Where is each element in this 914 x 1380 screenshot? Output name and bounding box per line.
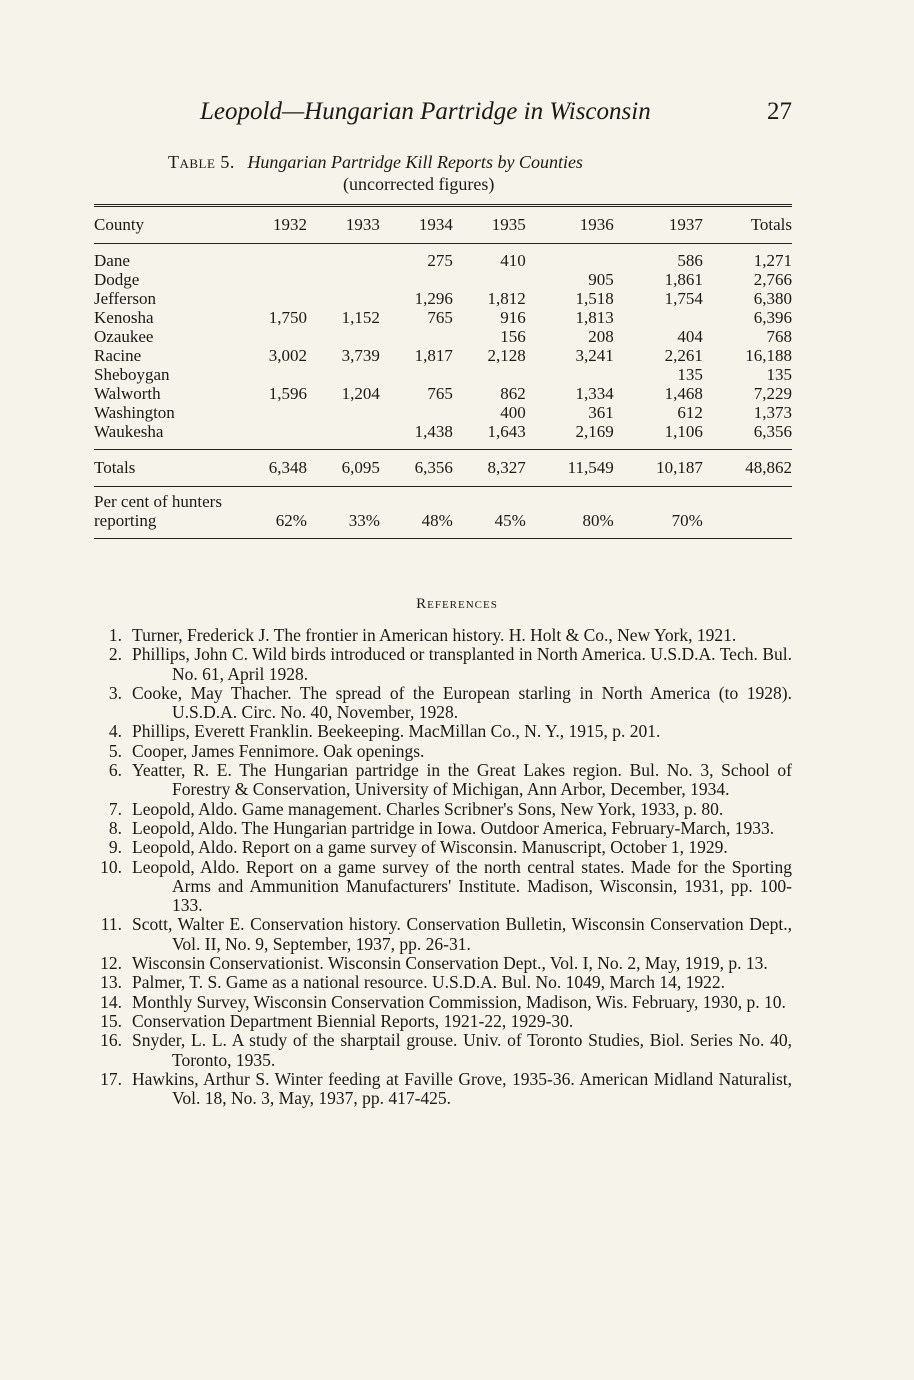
table-caption [168,152,728,194]
county-name: Jefferson [94,289,156,308]
page-header [200,98,792,128]
reference-text: Turner, Frederick J. The frontier in American history. H. Holt & Co., New York, 1921. [132,625,737,645]
table-row [94,365,792,384]
table-cell: 1,812 [487,289,526,308]
reference-item [94,800,792,819]
table-row [94,327,792,346]
table-cell: 3,002 [268,346,307,365]
reference-number: 6. [108,760,122,781]
table-cell: 8,327 [453,450,526,487]
table-header-row [94,206,792,244]
county-name: Dane [94,251,130,270]
table-cell: 16,188 [745,346,792,365]
table-cell [614,308,703,327]
table-cell: 70% [614,487,703,539]
table-cell [307,244,380,271]
reference-number: 13. [100,972,122,993]
table-cell: 6,095 [307,450,380,487]
table-cell: Totals [94,450,234,487]
table-cell: 6,348 [234,450,307,487]
reference-number: 14. [100,991,122,1012]
reference-item [94,954,792,973]
reference-item [94,915,792,954]
reference-item [94,993,792,1012]
table-cell: 1,754 [664,289,703,308]
table-cell: 1,817 [414,346,453,365]
reference-number: 9. [108,837,122,858]
table-cell: 7,229 [753,384,792,403]
table-cell: Per cent of hunters reporting [94,487,234,539]
table-cell [453,270,526,289]
table-cell: 1,518 [575,289,614,308]
county-name: Walworth [94,384,161,403]
table-cell [453,365,526,384]
references-list [94,626,792,1108]
table-cell: 156 [500,327,526,346]
reference-number: 12. [100,953,122,974]
table-cell [307,403,380,422]
table-cell: 916 [500,308,526,327]
reference-item [94,1070,792,1109]
table-cell [380,403,453,422]
column-header: 1936 [526,206,614,244]
table-row [94,422,792,450]
table-cell [380,365,453,384]
table-row [94,308,792,327]
reference-number: 5. [108,740,122,761]
table-cell: 62% [234,487,307,539]
table-cell: 410 [500,251,526,270]
table-cell: 1,106 [664,422,703,441]
table-cell [307,365,380,384]
table-cell: 1,271 [753,251,792,270]
table-cell: 48% [380,487,453,539]
table-cell: 361 [588,403,614,422]
reference-number: 1. [108,625,122,645]
column-header: 1934 [380,206,453,244]
table-cell: 2,128 [487,346,526,365]
table-row [94,244,792,271]
table-cell: 6,380 [753,289,792,308]
reference-text: Leopold, Aldo. The Hungarian partridge in Iowa. Outdoor America, February-March, 1933. [132,817,775,838]
reference-item [94,838,792,857]
table-cell: 905 [588,270,614,289]
table-cell: 586 [677,251,703,270]
reference-item [94,684,792,723]
reference-number: 16. [100,1030,122,1051]
reference-text: Monthly Survey, Wisconsin Conservation Commission, Madison, Wis. February, 1930, p. 10. [132,991,786,1012]
table-cell: 612 [677,403,703,422]
column-header: County [94,206,234,244]
page-number: 27 [767,98,792,125]
table-cell: 6,356 [380,450,453,487]
reference-text: Phillips, Everett Franklin. Beekeeping. MacMillan Co., N. Y., 1915, p. 201. [132,721,661,742]
table-row [94,270,792,289]
table-cell [307,289,380,308]
table-cell: 3,241 [575,346,614,365]
column-header: 1932 [234,206,307,244]
reference-text: Palmer, T. S. Game as a national resource. U.S.D.A. Bul. No. 1049, March 14, 1922. [132,972,726,993]
table-subtitle: (uncorrected figures) [343,174,495,194]
table-cell [234,403,307,422]
table-cell: 6,396 [753,308,792,327]
table-cell: 1,204 [341,384,380,403]
table-cell: 1,373 [753,403,792,422]
table-cell: 862 [500,384,526,403]
table-row [94,403,792,422]
reference-number: 8. [108,817,122,838]
table-cell [234,270,307,289]
reference-text: Leopold, Aldo. Game management. Charles Scribner's Sons, New York, 1933, p. 80. [132,798,724,819]
table-cell [526,244,614,271]
column-header: 1935 [453,206,526,244]
table-cell: 1,643 [487,422,526,441]
county-name: Kenosha [94,308,154,327]
reference-number: 2. [108,644,122,665]
table-cell [307,422,380,450]
table-cell: 1,334 [575,384,614,403]
reference-number: 4. [108,721,122,742]
county-name: Dodge [94,270,140,289]
reference-number: 11. [100,914,122,935]
reference-text: Leopold, Aldo. Report on a game survey of the north central states. Made for the Sporting Arms and Ammunition Manufacturers' Institute. Madison, Wisconsin, 1931, pp. 100-133. [132,856,792,916]
reference-text: Wisconsin Conservationist. Wisconsin Conservation Dept., Vol. I, No. 2, May, 1919, p. 13. [132,953,768,974]
table-cell: 33% [307,487,380,539]
table-cell: 2,261 [664,346,703,365]
reference-item [94,722,792,741]
table-cell [234,327,307,346]
table-cell [380,327,453,346]
reference-text: Cooke, May Thacher. The spread of the European starling in North America (to 1928). U.S.D.A. Circ. No. 40, November, 1928. [132,682,792,723]
table-cell: 1,438 [414,422,453,441]
reference-item [94,626,792,645]
table-cell: 1,296 [414,289,453,308]
reference-text: Snyder, L. L. A study of the sharptail grouse. Univ. of Toronto Studies, Biol. Series No. 40, Toronto, 1935. [132,1030,792,1070]
table-row [94,346,792,365]
table-cell: 135 [766,365,792,384]
county-rows [94,244,792,450]
table-cell: 1,861 [664,270,703,289]
table-cell [307,327,380,346]
table-cell [703,487,792,539]
table-cell: 135 [677,365,703,384]
reference-number: 15. [100,1010,122,1031]
table-cell: 6,356 [753,422,792,441]
table-cell [307,270,380,289]
reference-item [94,1031,792,1070]
reference-text: Yeatter, R. E. The Hungarian partridge in the Great Lakes region. Bul. No. 3, School of Forestry & Conservation, University of Michigan, Ann Arbor, December, 1934. [132,760,792,800]
table-cell: 208 [588,327,614,346]
table-cell [234,422,307,450]
reference-text: Hawkins, Arthur S. Winter feeding at Faville Grove, 1935-36. American Midland Naturalist, Vol. 18, No. 3, May, 1937, pp. 417-425. [132,1068,792,1109]
table-cell: 768 [766,327,792,346]
table-cell: 2,766 [753,270,792,289]
column-header: 1937 [614,206,703,244]
table-cell: 3,739 [341,346,380,365]
running-title: Leopold—Hungarian Partridge in Wisconsin [200,98,651,125]
county-name: Ozaukee [94,327,154,346]
table-row [94,384,792,403]
reference-item [94,1012,792,1031]
county-name: Waukesha [94,422,164,441]
table-cell: 1,152 [341,308,380,327]
references-heading: References [416,596,498,612]
table-cell: 10,187 [614,450,703,487]
reference-text: Scott, Walter E. Conservation history. Conservation Bulletin, Wisconsin Conservation Dept., Vol. II, No. 9, September, 1937, pp. 26-31. [132,914,792,954]
reference-number: 7. [108,798,122,819]
table-cell: 400 [500,403,526,422]
kill-reports-table [94,204,792,539]
table-cell: 11,549 [526,450,614,487]
table-cell: 1,468 [664,384,703,403]
reference-text: Leopold, Aldo. Report on a game survey of Wisconsin. Manuscript, October 1, 1929. [132,837,728,858]
table-cell: 1,813 [575,308,614,327]
table-cell: 404 [677,327,703,346]
table-cell: 48,862 [703,450,792,487]
table-row [94,289,792,308]
percent-reporting-row [94,487,792,539]
table-label: Table 5. [168,152,235,172]
reference-text: Conservation Department Biennial Reports, 1921-22, 1929-30. [132,1010,574,1031]
table-cell: 1,750 [268,308,307,327]
county-name: Racine [94,346,142,365]
table-cell: 765 [427,384,453,403]
reference-number: 17. [100,1068,122,1089]
reference-number: 3. [108,682,122,703]
reference-text: Cooper, James Fennimore. Oak openings. [132,740,425,761]
reference-item [94,858,792,916]
column-header: Totals [703,206,792,244]
table-cell: 275 [427,251,453,270]
table-cell: 45% [453,487,526,539]
reference-item [94,645,792,684]
reference-item [94,742,792,761]
table-cell: 80% [526,487,614,539]
reference-item [94,819,792,838]
table-title: Hungarian Partridge Kill Reports by Counties [247,152,583,172]
table-cell [234,289,307,308]
column-header: 1933 [307,206,380,244]
table-cell: 1,596 [268,384,307,403]
reference-text: Phillips, John C. Wild birds introduced or transplanted in North America. U.S.D.A. Tech. Bul. No. 61, April 1928. [132,644,792,684]
table-cell [526,365,614,384]
reference-number: 10. [100,856,122,877]
table-cell: 765 [427,308,453,327]
reference-item [94,973,792,992]
reference-item [94,761,792,800]
county-name: Washington [94,403,175,422]
totals-row [94,450,792,487]
table-cell [234,365,307,384]
county-name: Sheboygan [94,365,170,384]
table-cell [234,244,307,271]
table-cell: 2,169 [575,422,614,441]
table-cell [380,270,453,289]
